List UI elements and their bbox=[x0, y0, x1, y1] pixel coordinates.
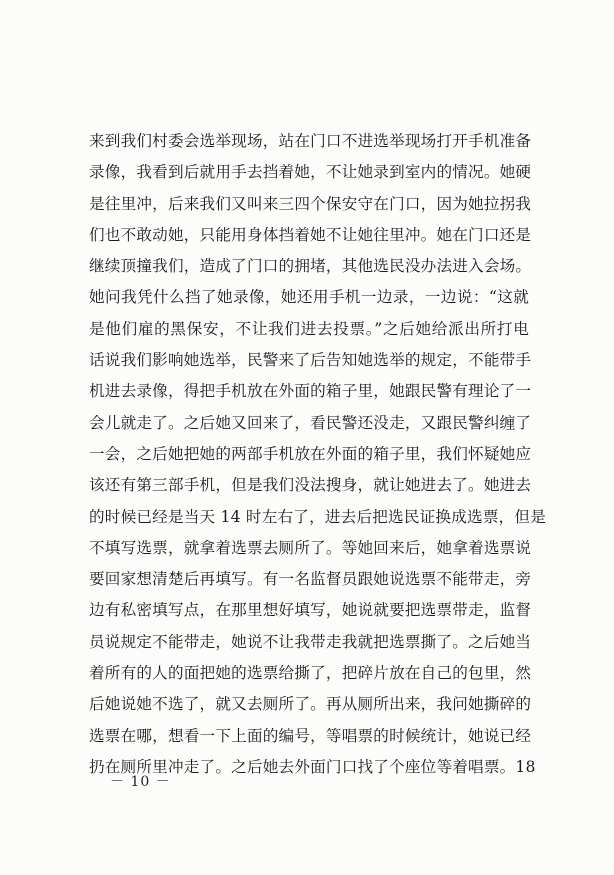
text-line: 着所有的人的面把她的选票给撕了，把碎片放在自己的包里，然 bbox=[89, 664, 532, 683]
text-line: 一会，之后她把她的两部手机放在外面的箱子里，我们怀疑她应 bbox=[89, 444, 532, 463]
page-number: － 10 － bbox=[110, 774, 171, 790]
text-line: 来到我们村委会选举现场，站在门口不进选举现场打开手机准备 bbox=[89, 132, 532, 150]
body-text bbox=[89, 126, 546, 783]
text-line: 的时候已经是当天 14 时左右了，进去后把选民证换成选票，但是 bbox=[89, 507, 546, 526]
text-line: 继续顶撞我们，造成了门口的拥堵，其他选民没办法进入会场。 bbox=[89, 257, 532, 276]
text-line: 选票在哪，想看一下上面的编号，等唱票的时候统计，她说已经 bbox=[89, 726, 532, 745]
text-line: 要回家想清楚后再填写。有一名监督员跟她说选票不能带走，旁 bbox=[89, 570, 532, 589]
text-line: 是他们雇的黑保安，不让我们进去投票。”之后她给派出所打电 bbox=[89, 319, 529, 338]
text-line: 话说我们影响她选举，民警来了后告知她选举的规定，不能带手 bbox=[89, 351, 532, 370]
text-line: 机进去录像，得把手机放在外面的箱子里，她跟民警有理论了一 bbox=[89, 382, 532, 401]
text-line: 是往里冲，后来我们又叫来三四个保安守在门口，因为她拉拐我 bbox=[89, 194, 532, 213]
text-line: 边有私密填写点，在那里想好填写，她说就要把选票带走，监督 bbox=[89, 601, 532, 620]
text-line: 员说规定不能带走，她说不让我带走我就把选票撕了。之后她当 bbox=[89, 632, 532, 651]
text-line: 后她说她不选了，就又去厕所了。再从厕所出来，我问她撕碎的 bbox=[89, 695, 532, 714]
text-line: 们也不敢动她，只能用身体挡着她不让她往里冲。她在门口还是 bbox=[89, 225, 532, 244]
text-line: 她问我凭什么挡了她录像，她还用手机一边录，一边说：“这就 bbox=[89, 288, 529, 307]
text-line: 不填写选票，就拿着选票去厕所了。等她回来后，她拿着选票说 bbox=[89, 538, 532, 557]
text-line: 录像，我看到后就用手去挡着她，不让她录到室内的情况。她硬 bbox=[89, 163, 532, 182]
text-line: 该还有第三部手机，但是我们没法搜身，就让她进去了。她进去 bbox=[89, 476, 532, 495]
text-line: 会儿就走了。之后她又回来了，看民警还没走，又跟民警纠缠了 bbox=[89, 413, 532, 432]
text-line: 扔在厕所里冲走了。之后她去外面门口找了个座位等着唱票。18 bbox=[89, 757, 536, 776]
